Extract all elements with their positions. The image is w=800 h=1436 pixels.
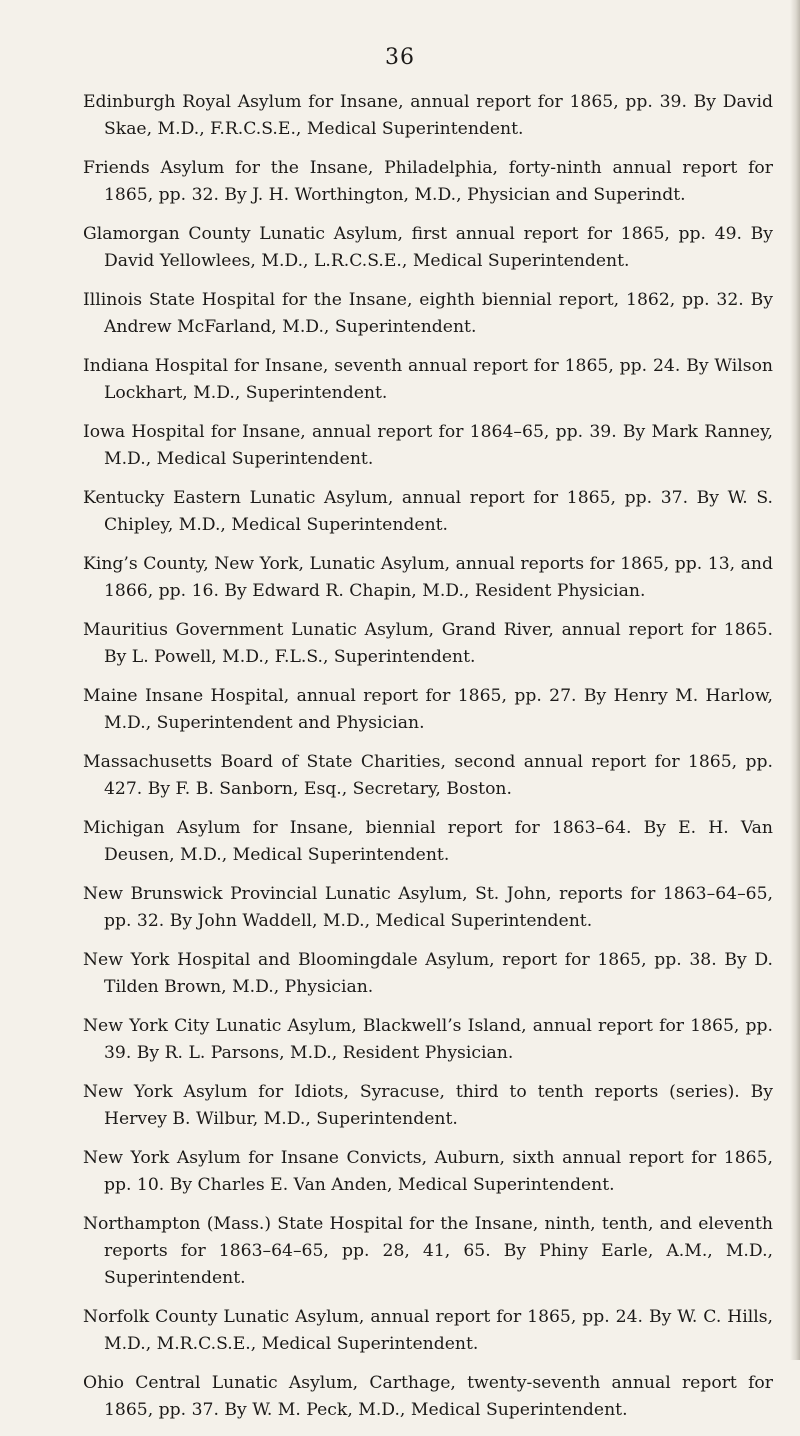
report-entry: Indiana Hospital for Insane, seventh annual report for 1865, pp. 24. By Wilson Lockhart, M.D., Superintendent. bbox=[83, 356, 773, 403]
page-number: 36 bbox=[385, 45, 415, 70]
report-entry: Northampton (Mass.) State Hospital for the Insane, ninth, tenth, and eleventh reports for 1863–64–65, pp. 28, 41, 65. By Phiny Earle, A.M., M.D., Superintendent. bbox=[83, 1214, 773, 1288]
report-entry: Illinois State Hospital for the Insane, eighth biennial report, 1862, pp. 32. By Andrew McFarland, M.D., Superintendent. bbox=[83, 290, 773, 337]
report-entry: New Brunswick Provincial Lunatic Asylum, St. John, reports for 1863–64–65, pp. 32. By John Waddell, M.D., Medical Superintendent. bbox=[83, 884, 773, 931]
report-entry: Edinburgh Royal Asylum for Insane, annual report for 1865, pp. 39. By David Skae, M.D., F.R.C.S.E., Medical Superintendent. bbox=[83, 92, 773, 139]
report-entry: Ohio Central Lunatic Asylum, Carthage, twenty-seventh annual report for 1865, pp. 37. By W. M. Peck, M.D., Medical Superintendent. bbox=[83, 1373, 773, 1420]
report-entry: Mauritius Government Lunatic Asylum, Grand River, annual report for 1865. By L. Powell, M.D., F.L.S., Superintendent. bbox=[83, 620, 773, 667]
report-list bbox=[83, 89, 773, 1436]
report-entry: Michigan Asylum for Insane, biennial report for 1863–64. By E. H. Van Deusen, M.D., Medical Superintendent. bbox=[83, 818, 773, 865]
report-entry: King’s County, New York, Lunatic Asylum, annual reports for 1865, pp. 13, and 1866, pp. 16. By Edward R. Chapin, M.D., Resident Physician. bbox=[83, 554, 773, 601]
report-entry: Massachusetts Board of State Charities, second annual report for 1865, pp. 427. By F. B. Sanborn, Esq., Secretary, Boston. bbox=[83, 752, 773, 799]
report-entry: New York Asylum for Idiots, Syracuse, third to tenth reports (series). By Hervey B. Wilbur, M.D., Superintendent. bbox=[83, 1082, 773, 1129]
report-entry: Kentucky Eastern Lunatic Asylum, annual report for 1865, pp. 37. By W. S. Chipley, M.D., Medical Superintendent. bbox=[83, 488, 773, 535]
report-entry: Maine Insane Hospital, annual report for 1865, pp. 27. By Henry M. Harlow, M.D., Superintendent and Physician. bbox=[83, 686, 773, 733]
page-edge bbox=[790, 0, 800, 1360]
report-entry: New York City Lunatic Asylum, Blackwell’s Island, annual report for 1865, pp. 39. By R. L. Parsons, M.D., Resident Physician. bbox=[83, 1016, 773, 1063]
report-entry: Glamorgan County Lunatic Asylum, first annual report for 1865, pp. 49. By David Yellowlees, M.D., L.R.C.S.E., Medical Superintendent. bbox=[83, 224, 773, 271]
report-entry: New York Asylum for Insane Convicts, Auburn, sixth annual report for 1865, pp. 10. By Charles E. Van Anden, Medical Superintendent. bbox=[83, 1148, 773, 1195]
report-entry: Iowa Hospital for Insane, annual report for 1864–65, pp. 39. By Mark Ranney, M.D., Medical Superintendent. bbox=[83, 422, 773, 469]
report-entry: Friends Asylum for the Insane, Philadelphia, forty-ninth annual report for 1865, pp. 32. By J. H. Worthington, M.D., Physician and Superindt. bbox=[83, 158, 773, 205]
report-entry: New York Hospital and Bloomingdale Asylum, report for 1865, pp. 38. By D. Tilden Brown, M.D., Physician. bbox=[83, 950, 773, 997]
report-entry: Norfolk County Lunatic Asylum, annual report for 1865, pp. 24. By W. C. Hills, M.D., M.R.C.S.E., Medical Superintendent. bbox=[83, 1307, 773, 1354]
